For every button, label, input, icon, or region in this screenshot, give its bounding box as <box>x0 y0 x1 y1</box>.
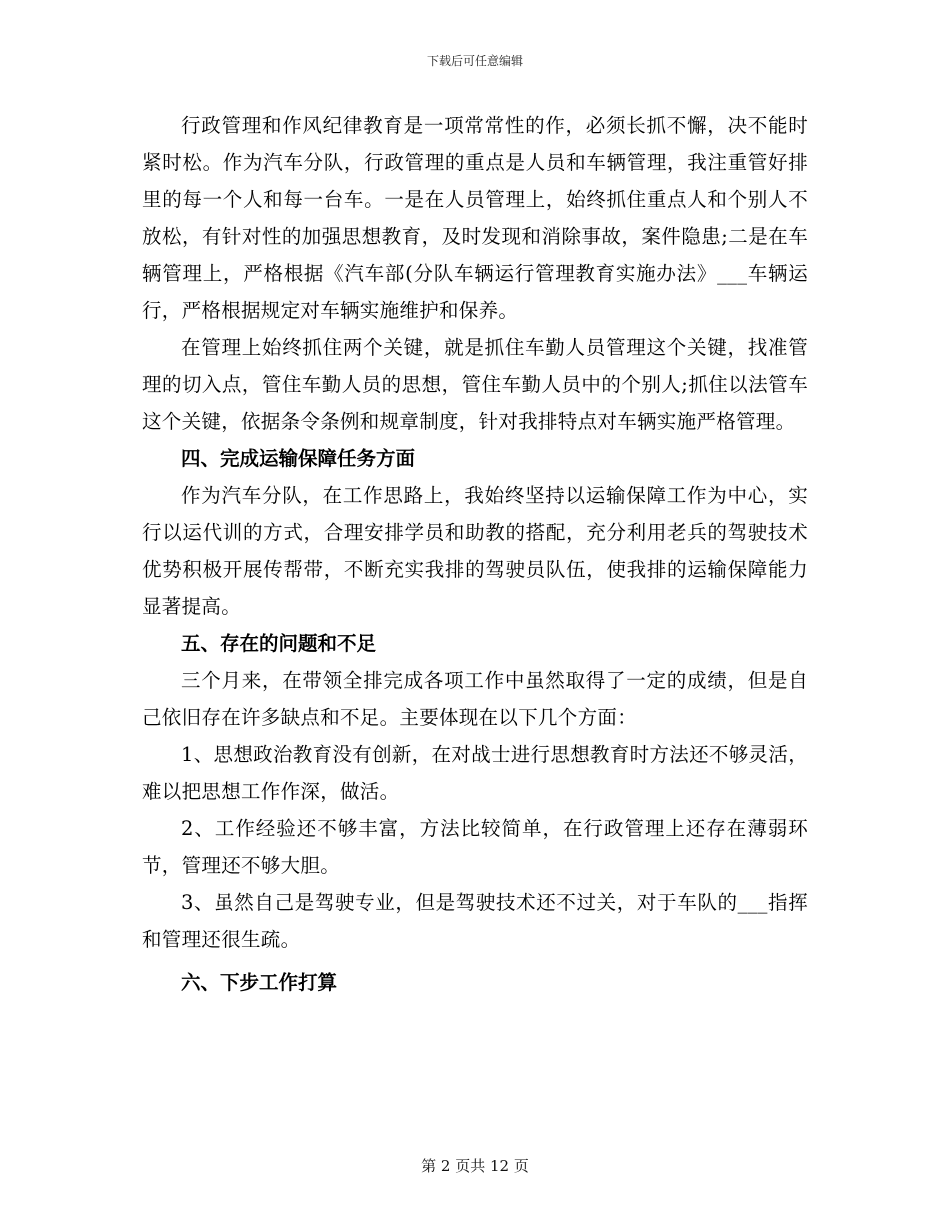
page-number: 第 2 页共 12 页 <box>421 1157 529 1175</box>
page-header: 下载后可任意编辑 <box>426 54 523 68</box>
paragraph-admin-management: 行政管理和作风纪律教育是一项常常性的作，必须长抓不懈，决不能时紧时松。作为汽车分队，行政管理的重点是人员和车辆管理，我注重管好排里的每一个人和每一台车。一是在人员管理上，始终抓住重点人和个别人不放松，有针对性的加强思想教育，及时发现和消除事故，案件隐患;二是在车辆管理上，严格根据《汽车部(分队车辆运行管理教育实施办法》___车辆运行，严格根据规定对车辆实施维护和保养。 <box>142 114 808 322</box>
section-heading-problems: 五、存在的问题和不足 <box>181 632 377 655</box>
section-heading-next-steps: 六、下步工作打算 <box>181 971 338 994</box>
paragraph-problem-1: 1、思想政治教育没有创新，在对战士进行思想教育时方法还不够灵活，难以把思想工作作深，做活。 <box>142 743 808 803</box>
paragraph-two-keys: 在管理上始终抓住两个关键，就是抓住车勤人员管理这个关键，找准管理的切入点，管住车勤人员的思想，管住车勤人员中的个别人;抓住以法管车这个关键，依据条令条例和规章制度，针对我排特点对车辆实施严格管理。 <box>142 336 808 433</box>
document-body <box>142 107 808 1001</box>
paragraph-problem-3: 3、虽然自己是驾驶专业，但是驾驶技术还不过关，对于车队的___指挥和管理还很生疏。 <box>142 891 808 951</box>
section-heading-transport: 四、完成运输保障任务方面 <box>181 447 416 470</box>
paragraph-problems-intro: 三个月来，在带领全排完成各项工作中虽然取得了一定的成绩，但是自己依旧存在许多缺点和不足。主要体现在以下几个方面： <box>142 669 808 729</box>
paragraph-transport: 作为汽车分队，在工作思路上，我始终坚持以运输保障工作为中心，实行以运代训的方式，合理安排学员和助教的搭配，充分利用老兵的驾驶技术优势积极开展传帮带，不断充实我排的驾驶员队伍，使我排的运输保障能力显著提高。 <box>142 484 808 618</box>
paragraph-problem-2: 2、工作经验还不够丰富，方法比较简单，在行政管理上还存在薄弱环节，管理还不够大胆。 <box>142 817 808 877</box>
